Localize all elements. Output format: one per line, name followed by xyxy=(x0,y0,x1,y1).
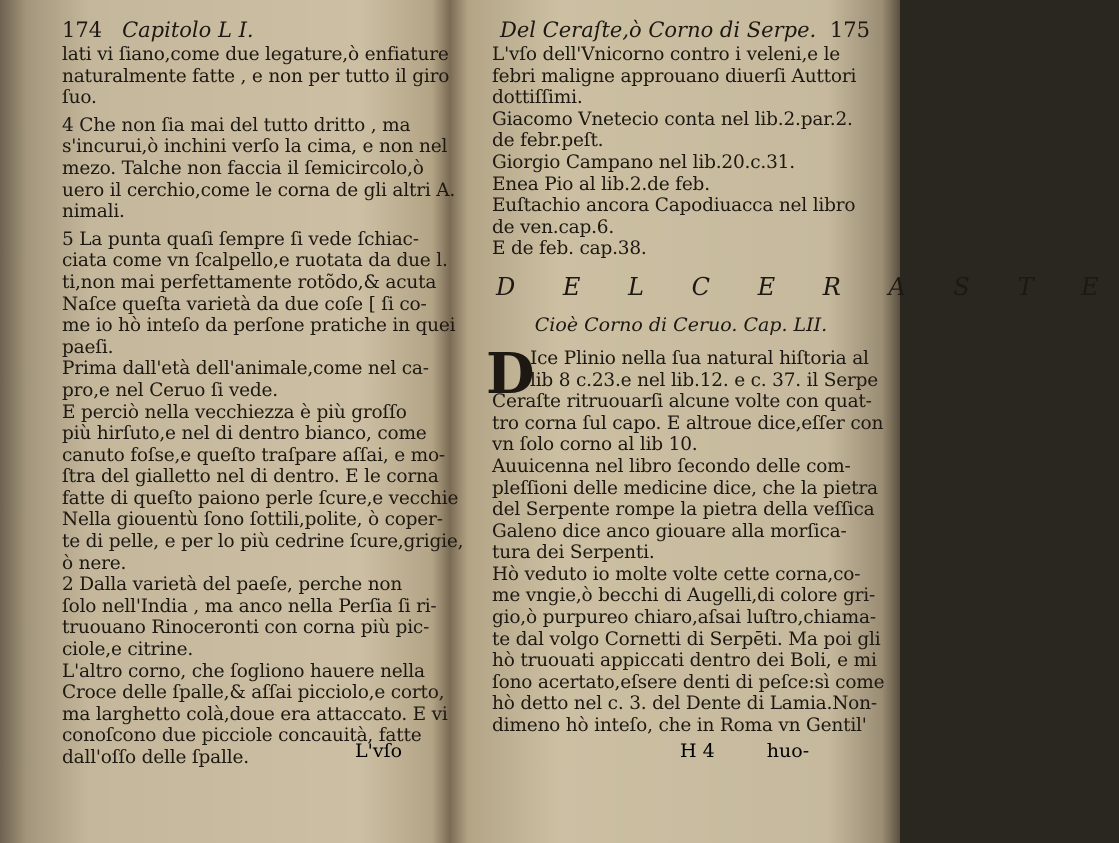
right-page xyxy=(452,0,1119,843)
text-line: E de feb. cap.38. xyxy=(492,238,647,260)
text-line: fatte di queſto paiono perle ſcure,e vecchie xyxy=(62,487,459,509)
text-line: hò detto nel c. 3. del Dente di Lamia.Non- xyxy=(492,693,877,715)
text-line: uero il cerchio,come le corna de gli altri A. xyxy=(62,179,456,201)
chapter-heading: D E L C E R A S T E xyxy=(496,272,1119,301)
text-line: lati vi ſiano,come due legature,ò enfiature xyxy=(62,44,449,65)
text-line: Galeno dice anco giouare alla morſica- xyxy=(492,520,847,542)
text-line: pro,e nel Ceruo ſi vede. xyxy=(62,379,278,401)
text-line: me io hò inteſo da perſone pratiche in quei xyxy=(62,315,456,337)
text-line: mezo. Talche non faccia il ſemicircolo,ò xyxy=(62,157,424,179)
text-line: del Serpente rompe la pietra della veſſica xyxy=(492,499,875,521)
text-line: E perciò nella vecchiezza è più groſſo xyxy=(62,401,407,423)
text-line: ti,non mai perfettamente rotõdo,& acuta xyxy=(62,271,437,293)
text-line: tura dei Serpenti. xyxy=(492,542,655,564)
left-page xyxy=(0,0,464,843)
text-line: Enea Pio al lib.2.de feb. xyxy=(492,173,710,195)
page-number: 175 xyxy=(829,18,870,42)
text-line: truouano Rinoceronti con corna più pic- xyxy=(62,617,430,639)
text-line: Naſce queſta varietà da due coſe [ ſi co- xyxy=(62,293,427,315)
text-line: me vngie,ò becchi di Augelli,di colore gri- xyxy=(492,585,876,607)
text-line: lib 8 c.23.e nel lib.12. e c. 37. il Serpe xyxy=(530,369,879,391)
text-line: conoſcono due picciole concauità, fatte xyxy=(62,725,422,747)
text-line: ciata come vn ſcalpello,e ruotata da due l. xyxy=(62,250,448,272)
text-line: naturalmente fatte , e non per tutto il giro xyxy=(62,65,450,87)
text-line: canuto foſse,e queſto traſpare aſſai, e mo- xyxy=(62,444,445,466)
signature-mark xyxy=(680,740,809,762)
text-line: 4 Che non ſia mai del tutto dritto , ma xyxy=(62,114,411,136)
text-line: dottiſſimi. xyxy=(492,87,583,109)
page-number: 174 xyxy=(62,18,103,42)
text-line: Ceraſte ritruouarſi alcune volte con quat- xyxy=(492,391,872,413)
text-line: de febr.peſt. xyxy=(492,130,604,152)
left-page-body xyxy=(62,44,464,769)
signature: H 4 xyxy=(680,740,715,762)
running-title: Del Ceraſte,ò Corno di Serpe. xyxy=(500,18,817,42)
text-line: te di pelle, e per lo più cedrine ſcure,grigie, xyxy=(62,531,464,553)
text-line: nimali. xyxy=(62,201,125,223)
text-line: s'incurui,ò inchini verſo la cima, e non nel xyxy=(62,136,448,158)
text-line: de ven.cap.6. xyxy=(492,216,615,238)
text-line: ciole,e citrine. xyxy=(62,639,194,661)
text-line: ma larghetto colà,doue era attaccato. E vi xyxy=(62,703,448,725)
text-line: ſono acertato,eſsere denti di peſce:sì come xyxy=(492,671,885,693)
text-line: Croce delle ſpalle,& aſſai picciolo,e corto, xyxy=(62,682,445,704)
catchword: huo- xyxy=(766,740,810,762)
text-line: Hò veduto io molte volte cette corna,co- xyxy=(492,563,861,585)
text-line: ſolo nell'India , ma anco nella Perſia ſi ri- xyxy=(62,595,437,617)
text-line: gio,ò purpureo chiaro,aſsai luſtro,chiama- xyxy=(492,607,876,629)
chapter-body xyxy=(486,340,885,737)
catchword: L'vſo xyxy=(355,740,403,762)
text-line: dimeno hò inteſo, che in Roma vn Gentil' xyxy=(492,715,867,737)
text-line: 2 Dalla varietà del paeſe, perche non xyxy=(62,574,403,596)
text-line: ò nere. xyxy=(62,552,127,574)
text-line: tro corna ſul capo. E altroue dice,eſſer con xyxy=(492,412,884,434)
text-line: Nella giouentù ſono ſottili,polite, ò coper- xyxy=(62,509,443,531)
running-title: Capitolo L I. xyxy=(122,18,254,42)
text-line: L'altro corno, che ſogliono hauere nella xyxy=(62,660,425,682)
text-line: Euſtachio ancora Capodiuacca nel libro xyxy=(492,195,856,217)
text-line: Prima dall'età dell'animale,come nel ca- xyxy=(62,358,429,380)
text-line: Auuicenna nel libro ſecondo delle com- xyxy=(492,455,851,477)
right-page-header xyxy=(492,18,870,42)
text-line: 5 La punta quaſi ſempre ſi vede ſchiac- xyxy=(62,228,419,250)
text-line: vn ſolo corno al lib 10. xyxy=(492,434,698,456)
right-page-top-body xyxy=(492,44,870,260)
text-line: pleſſioni delle medicine dice, che la pietra xyxy=(492,477,878,499)
text-line: Ice Plinio nella ſua natural hiſtoria al xyxy=(530,347,869,369)
text-line: dall'oſſo delle ſpalle. xyxy=(62,747,249,768)
text-line: ſuo. xyxy=(62,87,97,109)
chapter-text xyxy=(492,347,885,737)
text-line: L'vſo dell'Vnicorno contro i veleni,e le xyxy=(492,44,841,65)
chapter-subheading: Cioè Corno di Ceruo. Cap. LII. xyxy=(534,313,828,336)
text-line: te dal volgo Cornetti di Serpēti. Ma poi gli xyxy=(492,628,881,650)
left-page-header xyxy=(62,18,430,42)
text-line: hò truouati appiccati dentro dei Boli, e mi xyxy=(492,650,877,672)
text-line: paeſi. xyxy=(62,336,114,358)
text-line: Giorgio Campano nel lib.20.c.31. xyxy=(492,151,795,173)
text-line: più hirſuto,e nel di dentro bianco, come xyxy=(62,423,427,445)
text-line: ſtra del gialletto nel di dentro. E le corna xyxy=(62,466,439,488)
drop-cap: D xyxy=(486,340,535,407)
text-line: Giacomo Vnetecio conta nel lib.2.par.2. xyxy=(492,108,853,130)
text-line: febri maligne approuano diuerſi Auttori xyxy=(492,65,857,87)
